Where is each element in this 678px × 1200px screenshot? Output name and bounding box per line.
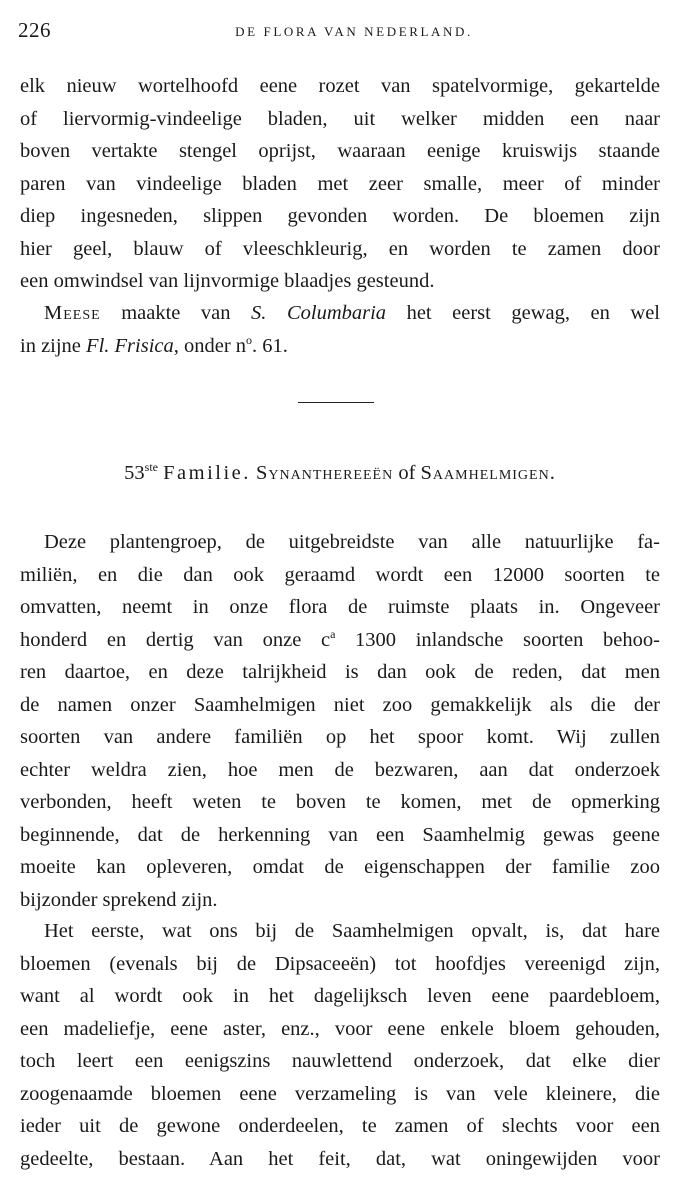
text-line: Het eerste, wat ons bij de Saamhelmigen opvalt, is, dat hare: [44, 920, 660, 942]
text-line: zoogenaamde bloemen eene verzameling is van vele kleinere, die: [20, 1082, 660, 1105]
text-line: boven vertakte stengel oprijst, waaraan eenige kruiswijs staande: [20, 140, 660, 162]
text-run: , onder n: [173, 334, 247, 357]
text-line: miliën, en die dan ook geraamd wordt een 12000 soorten te: [20, 563, 660, 586]
text-line: elk nieuw wortelhoofd eene rozet van spatelvormige, gekartelde: [20, 75, 660, 97]
text-line: want al wordt ook in het dagelijksch leven eene paardebloem,: [20, 985, 660, 1007]
text-line: beginnende, dat de herkenning van een Saamhelmig gewas geene: [20, 823, 660, 846]
text-run: honderd en dertig van onze c: [20, 628, 331, 651]
paragraph-flower-heads: [20, 915, 660, 1175]
author-name: Meese: [44, 302, 101, 324]
family-heading: [20, 462, 660, 485]
family-number: 53: [124, 462, 145, 484]
family-word: Familie.: [163, 462, 251, 484]
paragraph-meese: [20, 297, 660, 362]
superscript: o: [246, 332, 253, 347]
superscript: a: [330, 626, 336, 641]
text-line: [20, 624, 660, 657]
text-line: diep ingesneden, slippen gevonden worden. De bloemen zijn: [20, 205, 660, 227]
species-name: S. Columbaria: [251, 302, 387, 324]
page-number: 226: [18, 18, 51, 42]
text-line: ieder uit de gewone onderdeelen, te zamen of slechts voor een: [20, 1115, 660, 1137]
section-divider: [298, 402, 374, 403]
text-run: . 61.: [252, 334, 288, 357]
superscript: ste: [144, 460, 159, 475]
text-line: [20, 330, 660, 363]
text-run: het eerst gewag, en wel: [386, 302, 660, 324]
text-line: hier geel, blauw of vleeschkleurig, en worden te zamen door: [20, 237, 660, 260]
text-line: omvatten, neemt in onze flora de ruimste plaats in. Ongeveer: [20, 596, 660, 618]
text-line: bloemen (evenals bij de Dipsaceeën) tot hoofdjes vereenigd zijn,: [20, 952, 660, 975]
text-line: ren daartoe, en deze talrijkheid is dan ook de reden, dat men: [20, 661, 660, 683]
paragraph-introduction: [20, 526, 660, 916]
family-name-latin: Synanthereeën: [256, 462, 394, 484]
heading-connector: of: [398, 462, 416, 484]
running-head: [18, 18, 660, 44]
text-run: 1300 inlandsche soorten behoo-: [335, 628, 660, 651]
work-title: Fl. Frisica: [86, 334, 174, 357]
running-title: DE FLORA VAN NEDERLAND.: [235, 24, 473, 39]
paragraph-continuation: [20, 70, 660, 298]
text-line: een madeliefje, eene aster, enz., voor eene enkele bloem gehouden,: [20, 1017, 660, 1040]
text-line: Deze plantengroep, de uitgebreidste van alle natuurlijke fa-: [44, 531, 660, 553]
text-line: soorten van andere familiën op het spoor komt. Wij zullen: [20, 726, 660, 748]
text-line: de namen onzer Saamhelmigen niet zoo gemakkelijk als die der: [20, 693, 660, 716]
text-line: gedeelte, bestaan. Aan het feit, dat, wat oningewijden voor: [20, 1147, 660, 1170]
text-run: maakte van: [100, 302, 252, 324]
text-line: toch leert een eenigszins nauwlettend onderzoek, dat elke dier: [20, 1050, 660, 1072]
text-line: moeite kan opleveren, omdat de eigenschappen der familie zoo: [20, 856, 660, 878]
text-line: verbonden, heeft weten te boven te komen, met de opmerking: [20, 791, 660, 813]
text-line: een omwindsel van lijnvormige blaadjes gesteund.: [20, 270, 435, 292]
text-line: bijzonder sprekend zijn.: [20, 888, 218, 911]
text-line: echter weldra zien, hoe men de bezwaren, aan dat onderzoek: [20, 758, 660, 781]
family-name-dutch: Saamhelmigen.: [420, 462, 556, 484]
text-line: [20, 297, 660, 330]
text-line: paren van vindeelige bladen met zeer smalle, meer of minder: [20, 172, 660, 195]
text-run: in zijne: [20, 334, 87, 357]
text-line: of liervormig-vindeelige bladen, uit welker midden een naar: [20, 107, 660, 130]
